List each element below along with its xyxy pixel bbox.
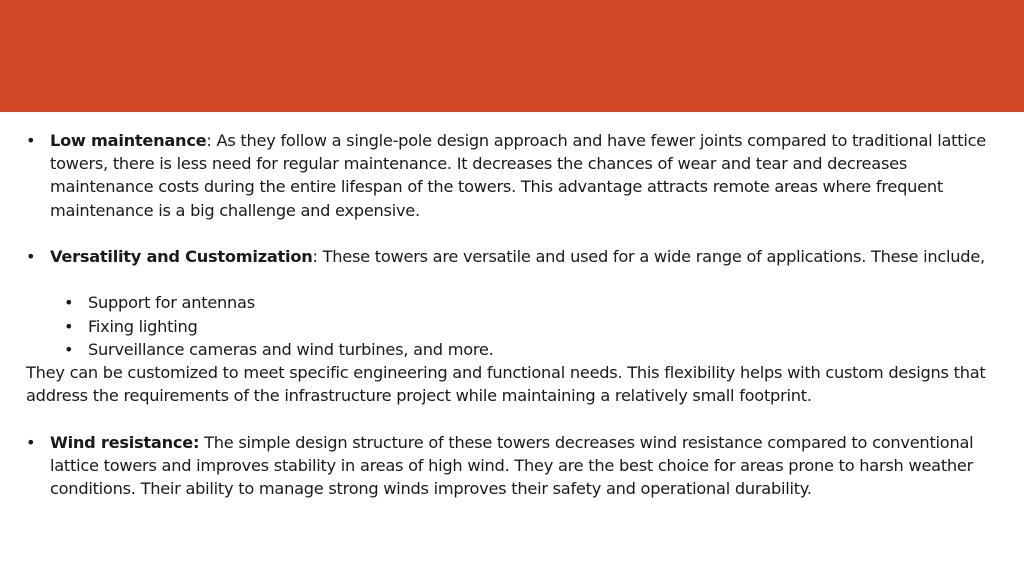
bullet-dot: •: [64, 293, 74, 313]
slide-body: [26, 129, 1006, 500]
list-item: [64, 315, 1006, 338]
list-item: [64, 291, 1006, 314]
bullet-dot: •: [26, 131, 36, 150]
applications-list: [26, 291, 1006, 361]
bullet-text: These towers are versatile and used for a wide range of applications. These include,: [317, 247, 985, 266]
title-band: [0, 0, 1024, 112]
bullet-heading: Low maintenance: [50, 131, 207, 150]
list-item-text: Surveillance cameras and wind turbines, and more.: [88, 339, 494, 359]
bullet-text: As they follow a single-pole design approach and have fewer joints compared to traditional lattice towers, there is less need for regular maintenance. It decreases the chances of wear and tear and decreases maintenance costs during the entire lifespan of the towers. This advantage attracts remote areas where frequent maintenance is a big challenge and expensive.: [50, 131, 986, 220]
bullet-dot: •: [64, 316, 74, 336]
list-item-text: Support for antennas: [88, 293, 255, 313]
bullet-separator: :: [312, 247, 318, 266]
customization-paragraph: They can be customized to meet specific engineering and functional needs. This flexibility helps with custom designs that address the requirements of the infrastructure project while maintaining a relatively small footprint.: [26, 363, 986, 406]
bullet-separator: :: [206, 131, 212, 150]
bullet-wind-resistance: [26, 431, 1006, 501]
bullet-heading: Wind resistance:: [50, 432, 200, 452]
list-item: [64, 338, 1006, 361]
bullet-dot: •: [64, 339, 74, 359]
bullet-heading: Versatility and Customization: [50, 247, 313, 266]
bullet-dot: •: [26, 247, 36, 266]
bullet-low-maintenance: [26, 129, 1006, 222]
list-item-text: Fixing lighting: [88, 316, 198, 336]
bullet-versatility: [26, 245, 1006, 268]
bullet-text: The simple design structure of these towers decreases wind resistance compared to conventional lattice towers and improves stability in areas of high wind. They are the best choice for areas prone to harsh weather conditions. Their ability to manage strong winds improves their safety and operational durability.: [50, 432, 974, 498]
bullet-dot: •: [26, 432, 36, 452]
